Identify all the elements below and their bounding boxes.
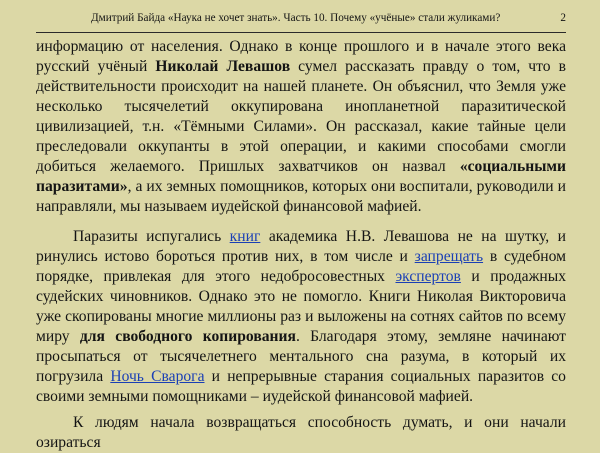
document-body [36, 37, 566, 453]
text-run: и продажных судейских чиновников. Однако это не помогло. Книги Николая Викторовича уже скопированы многие миллионы раз и выложены на сотнях сайтов по всему миру [36, 268, 566, 345]
header-divider [36, 32, 566, 33]
bold-term: «социальными паразитами» [36, 158, 566, 195]
link-experts[interactable]: экспертов [395, 268, 461, 285]
paragraph-1 [36, 37, 566, 217]
text-run: , а их земных помощников, которых они воспитали, руководили и направляли, мы называем иудейской финансовой мафией. [36, 178, 566, 215]
text-run: в судебном порядке, привлекая для этого недобросовестных [36, 248, 566, 285]
text-run: и непрерывные старания социальных паразитов со своими земными помощниками – иудейской финансовой мафией. [36, 368, 566, 405]
text-run: К людям начала возвращаться способность думать, и они начали озираться [36, 414, 566, 451]
text-run: информацию от населения. Однако в конце прошлого и в начале этого века русский учёный [36, 38, 566, 75]
text-run: академика Н.В. Левашова не на шутку, и ринулись истово бороться против них, в том числе и [36, 228, 566, 265]
link-svarog-night[interactable]: Ночь Сварога [110, 368, 205, 385]
link-books[interactable]: книг [229, 228, 261, 245]
page-number: 2 [560, 12, 566, 24]
paragraph-2 [36, 227, 566, 407]
bold-name: Николай Левашов [155, 58, 291, 75]
paragraph-3 [36, 413, 566, 453]
bold-free-copy: для свободного копирования [79, 328, 296, 345]
header-title: Дмитрий Байда «Наука не хочет знать». Часть 10. Почему «учёные» стали жуликами? [91, 12, 501, 24]
text-run: Паразиты испугались [73, 228, 230, 245]
link-ban[interactable]: запрещать [414, 248, 484, 265]
text-run: сумел рассказать правду о том, что в действительности происходит на нашей планете. Он объяснил, что Земля уже несколько тысячелетий оккупирована инопланетной паразитической цивилизацией, т.н. «Тёмными Силами». Он рассказал, какие тайные цели преследовали оккупанты в этой операции, и какими способами смогли добиться желаемого. Пришлых захватчиков он назвал [36, 58, 566, 175]
page-header [36, 8, 566, 28]
text-run: . Благодаря этому, земляне начинают просыпаться от тысячелетнего ментального сна разума, в который их погрузила [36, 328, 566, 385]
